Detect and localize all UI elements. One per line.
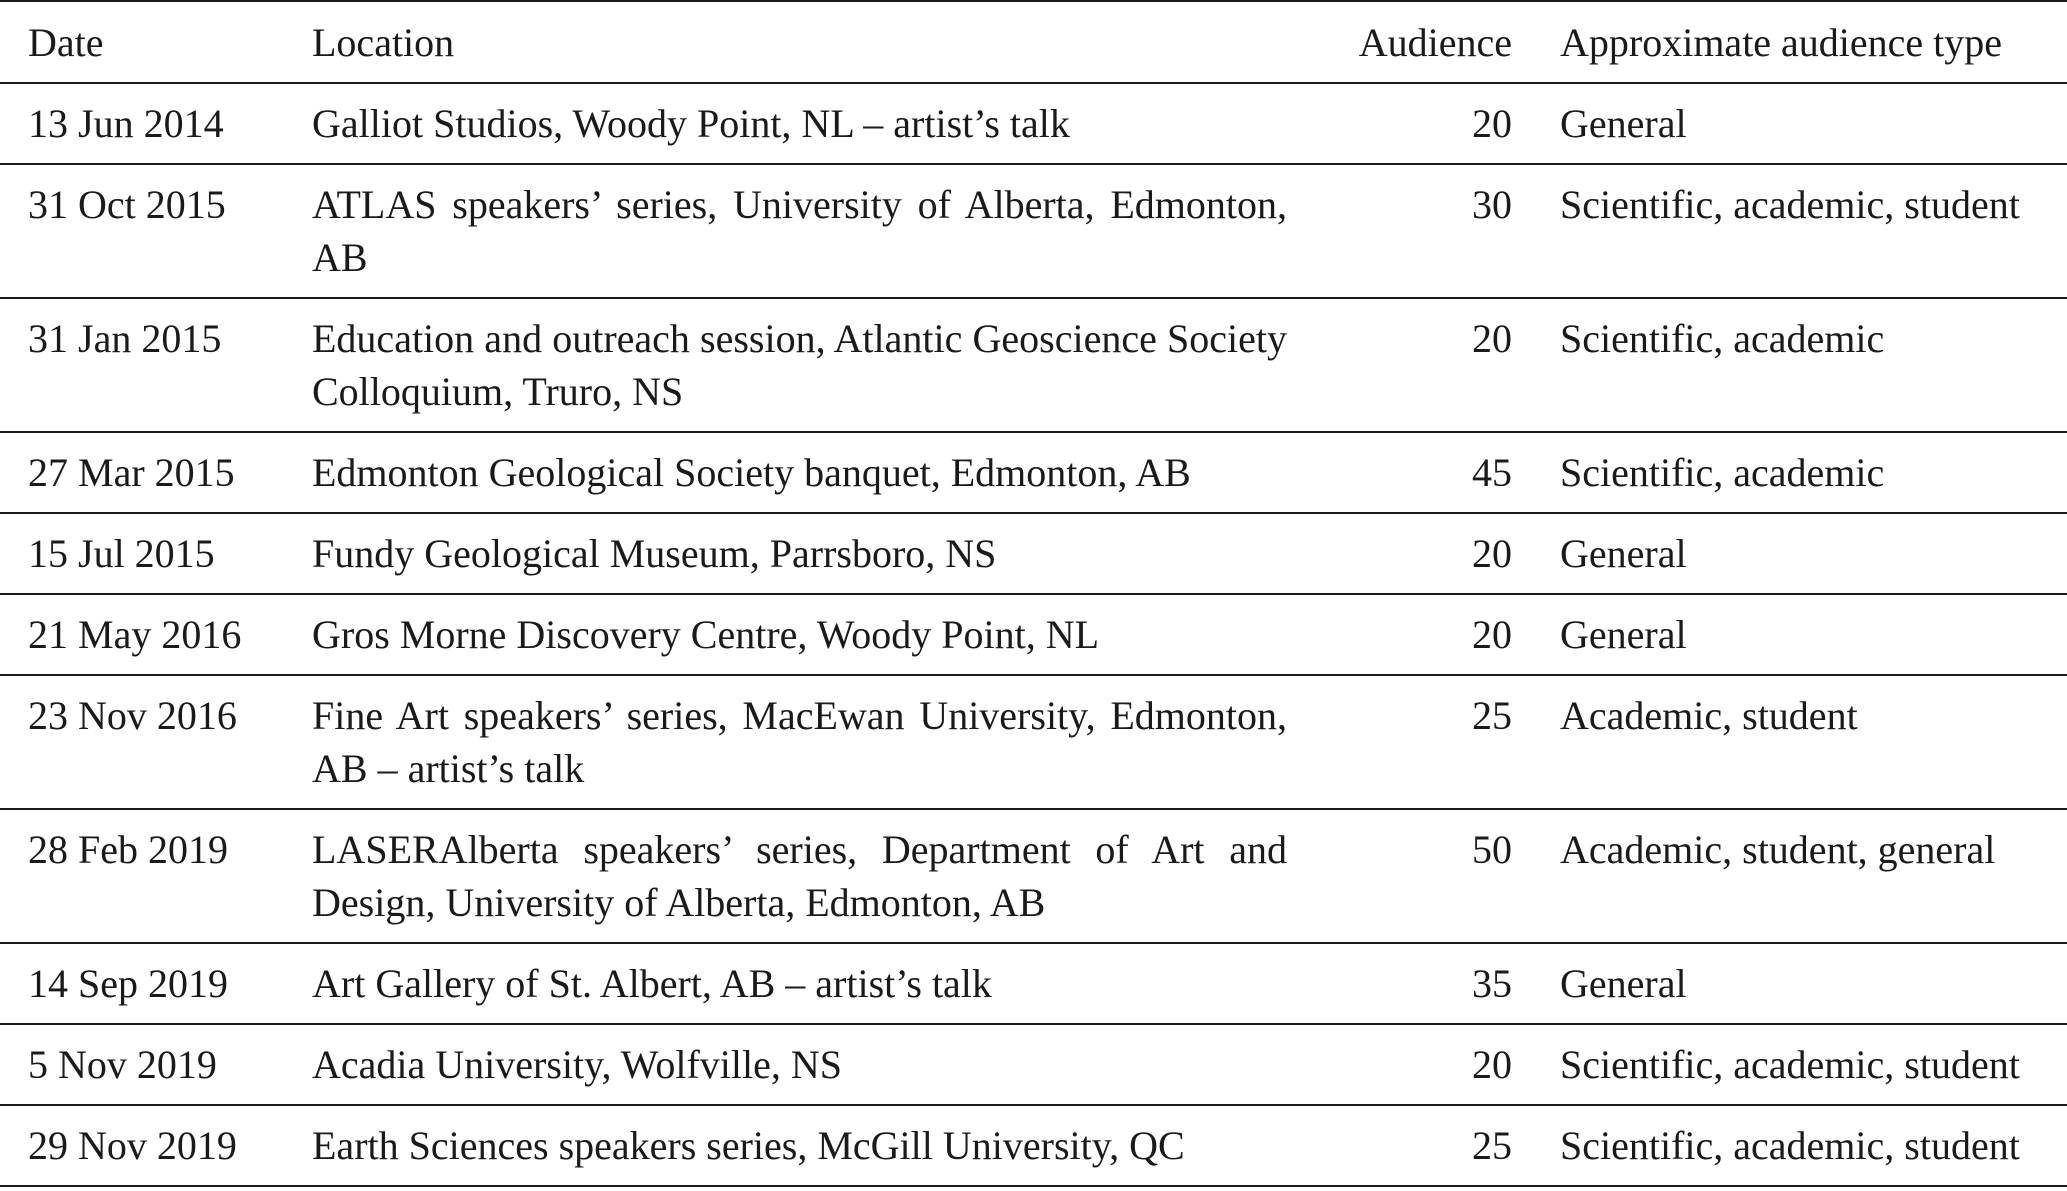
- cell-audience: 50: [1472, 827, 1512, 872]
- cell-audience: 25: [1472, 693, 1512, 738]
- cell-location: Fine Art speakers’ series, MacEwan University, Edmonton, AB – artist’s talk: [312, 693, 1287, 791]
- cell-audience-type: General: [1560, 612, 1687, 657]
- cell-location: Edmonton Geological Society banquet, Edmonton, AB: [312, 450, 1191, 495]
- cell-date: 23 Nov 2016: [28, 693, 237, 738]
- cell-audience-type: Scientific, academic, student: [1560, 1123, 2020, 1168]
- table-row: [0, 432, 2067, 513]
- cell-audience-type: General: [1560, 101, 1687, 146]
- cell-location: Art Gallery of St. Albert, AB – artist’s talk: [312, 961, 992, 1006]
- table-row: [0, 675, 2067, 809]
- cell-location: Gros Morne Discovery Centre, Woody Point, NL: [312, 612, 1100, 657]
- cell-date: 29 Nov 2019: [28, 1123, 237, 1168]
- cell-location: Galliot Studios, Woody Point, NL – artist’s talk: [312, 101, 1070, 146]
- table-row: [0, 1105, 2067, 1186]
- table-row: [0, 298, 2067, 432]
- cell-date: 13 Jun 2014: [28, 101, 224, 146]
- cell-location: LASERAlberta speakers’ series, Department of Art and Design, University of Alberta, Edmonton, AB: [312, 827, 1287, 925]
- table-row: [0, 513, 2067, 594]
- header-audience: Audience: [1358, 19, 1512, 65]
- header-row: [0, 1, 2067, 83]
- table-row: [0, 164, 2067, 298]
- cell-location: Fundy Geological Museum, Parrsboro, NS: [312, 531, 997, 576]
- cell-location: ATLAS speakers’ series, University of Alberta, Edmonton, AB: [312, 182, 1287, 280]
- cell-audience-type: General: [1560, 531, 1687, 576]
- cell-audience-type: Scientific, academic: [1560, 316, 1885, 361]
- cell-audience-type: Scientific, academic: [1560, 450, 1885, 495]
- cell-location: Acadia University, Wolfville, NS: [312, 1042, 843, 1087]
- table-row: [0, 1024, 2067, 1105]
- header-location: Location: [312, 19, 455, 65]
- cell-audience: 20: [1472, 531, 1512, 576]
- table-body: [0, 83, 2067, 1186]
- cell-location: Earth Sciences speakers series, McGill University, QC: [312, 1123, 1185, 1168]
- cell-audience: 20: [1472, 612, 1512, 657]
- cell-audience-type: General: [1560, 961, 1687, 1006]
- cell-audience: 20: [1472, 316, 1512, 361]
- table-row: [0, 943, 2067, 1024]
- cell-audience-type: Scientific, academic, student: [1560, 182, 2020, 227]
- header-audience-type: Approximate audience type: [1560, 19, 2003, 65]
- cell-date: 5 Nov 2019: [28, 1042, 217, 1087]
- cell-date: 14 Sep 2019: [28, 961, 228, 1006]
- header-date: Date: [28, 19, 104, 65]
- cell-audience: 20: [1472, 1042, 1512, 1087]
- cell-audience-type: Academic, student, general: [1560, 827, 1996, 872]
- table-header: [0, 1, 2067, 83]
- table-row: [0, 83, 2067, 164]
- cell-date: 28 Feb 2019: [28, 827, 228, 872]
- cell-date: 15 Jul 2015: [28, 531, 215, 576]
- cell-audience: 25: [1472, 1123, 1512, 1168]
- cell-date: 31 Jan 2015: [28, 316, 222, 361]
- cell-audience: 30: [1472, 182, 1512, 227]
- cell-audience: 45: [1472, 450, 1512, 495]
- table-row: [0, 809, 2067, 943]
- cell-audience-type: Scientific, academic, student: [1560, 1042, 2020, 1087]
- cell-audience: 20: [1472, 101, 1512, 146]
- cell-date: 31 Oct 2015: [28, 182, 226, 227]
- cell-location: Education and outreach session, Atlantic Geoscience Society Colloquium, Truro, NS: [312, 316, 1287, 414]
- cell-date: 27 Mar 2015: [28, 450, 235, 495]
- cell-audience: 35: [1472, 961, 1512, 1006]
- cell-audience-type: Academic, student: [1560, 693, 1858, 738]
- table-row: [0, 594, 2067, 675]
- cell-date: 21 May 2016: [28, 612, 242, 657]
